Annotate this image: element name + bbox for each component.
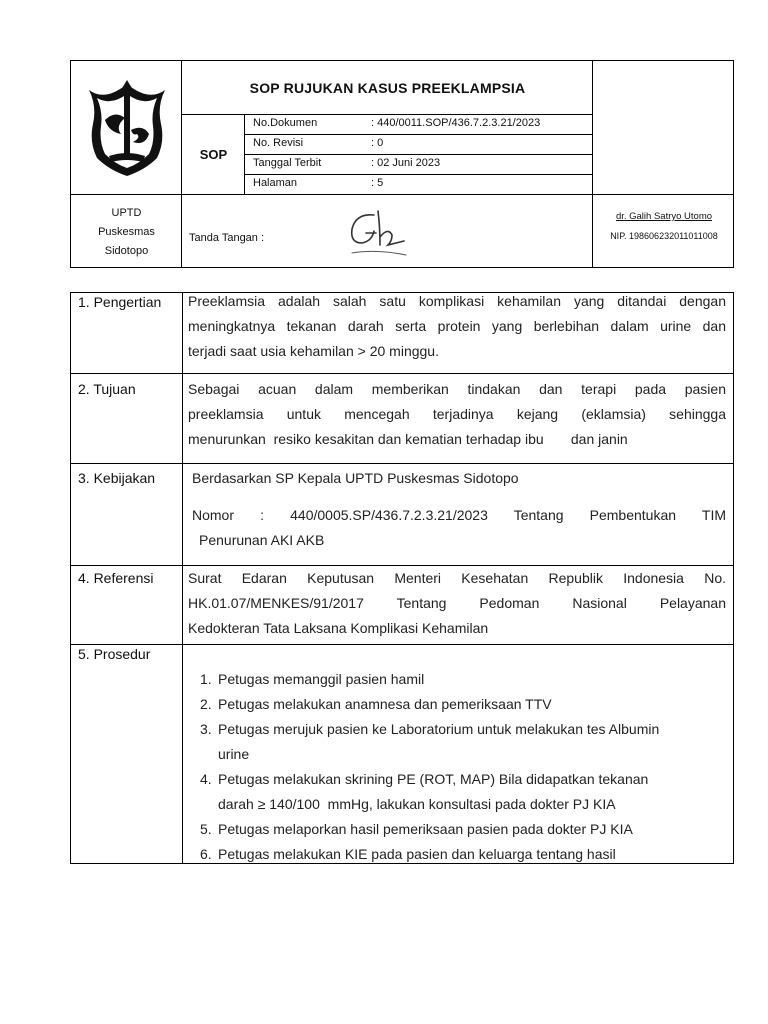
- pengertian-line: Preeklamsia adalah salah satu komplikasi kehamilan yang ditandai dengan: [188, 293, 726, 309]
- unit-name: [71, 195, 182, 269]
- meta-key: No. Revisi: [253, 137, 304, 149]
- referensi-line: HK.01.07/MENKES/91/2017 Tentang Pedoman Nasional Pelayanan: [188, 595, 726, 611]
- step-line: Petugas merujuk pasien ke Laboratorium untuk melakukan tes Albumin: [218, 721, 660, 737]
- table-divider: [182, 293, 183, 863]
- meta-value: : 5: [371, 177, 384, 189]
- unit-line: Puskesmas: [98, 225, 155, 238]
- unit-line: Sidotopo: [104, 244, 149, 257]
- pengertian-line: meningkatnya tekanan darah serta protein yang berlebihan dalam urine dan: [188, 318, 726, 334]
- step-number: 6.: [200, 846, 212, 862]
- meta-row-revisi: [245, 134, 593, 154]
- kebijakan-line: Berdasarkan SP Kepala UPTD Puskesmas Sidotopo: [192, 470, 519, 486]
- list-item: [200, 767, 725, 817]
- step-line: Petugas melakukan KIE pada pasien dan keluarga tentang hasil: [218, 846, 616, 862]
- surabaya-crest-logo: [85, 76, 169, 180]
- section-label-kebijakan: 3. Kebijakan: [78, 470, 156, 486]
- pengertian-line: terjadi saat usia kehamilan > 20 minggu.: [188, 343, 439, 359]
- table-divider: [71, 644, 733, 645]
- handwritten-signature: [346, 207, 408, 261]
- step-number: 5.: [200, 821, 212, 837]
- meta-row-halaman: [245, 174, 593, 194]
- step-line: darah ≥ 140/100 mmHg, lakukan konsultasi pada dokter PJ KIA: [218, 796, 616, 812]
- meta-row-nodokumen: [245, 114, 593, 134]
- document-title: SOP RUJUKAN KASUS PREEKLAMPSIA: [249, 79, 526, 96]
- step-line: Petugas melaporkan hasil pemeriksaan pasien pada dokter PJ KIA: [218, 821, 633, 837]
- tujuan-line: menurunkan resiko kesakitan dan kematian terhadap ibu dan janin: [188, 431, 628, 447]
- table-divider: [71, 463, 733, 464]
- doctor-nip: NIP. 198606232011011008: [610, 231, 718, 241]
- meta-key: Tanggal Terbit: [253, 157, 322, 169]
- step-number: 4.: [200, 771, 212, 787]
- doctor-name: dr. Galih Satryo Utomo: [615, 211, 713, 222]
- table-divider: [71, 373, 733, 374]
- signature-label: Tanda Tangan :: [189, 232, 265, 244]
- step-number: 2.: [200, 696, 212, 712]
- referensi-line: Kedokteran Tata Laksana Komplikasi Kehamilan: [188, 620, 489, 636]
- sop-content-table: [70, 292, 734, 864]
- kebijakan-line: Penurunan AKI AKB: [199, 532, 325, 548]
- list-item: [200, 717, 725, 767]
- tujuan-line: preeklamsia untuk mencegah terjadinya kejang (eklamsia) sehingga: [188, 406, 726, 422]
- step-line: Petugas melakukan skrining PE (ROT, MAP) Bila didapatkan tekanan: [218, 771, 649, 787]
- meta-row-tanggal: [245, 154, 593, 174]
- step-line: Petugas memanggil pasien hamil: [218, 671, 425, 687]
- meta-value: : 440/0011.SOP/436.7.2.3.21/2023: [371, 117, 541, 129]
- list-item: [200, 692, 725, 717]
- meta-key: No.Dokumen: [253, 117, 318, 129]
- list-item: [200, 667, 725, 692]
- list-item: [200, 817, 725, 842]
- section-label-referensi: 4. Referensi: [78, 570, 154, 586]
- meta-key: Halaman: [253, 177, 298, 189]
- section-label-tujuan: 2. Tujuan: [78, 381, 136, 397]
- section-label-prosedur: 5. Prosedur: [78, 646, 151, 662]
- logo-cell: [71, 61, 182, 195]
- prosedur-steps: [200, 667, 725, 867]
- sop-label: SOP: [199, 147, 228, 162]
- kebijakan-line: Nomor : 440/0005.SP/436.7.2.3.21/2023 Tentang Pembentukan TIM: [192, 507, 726, 523]
- list-item: [200, 842, 725, 867]
- meta-value: : 02 Juni 2023: [371, 157, 441, 169]
- document-header: [70, 60, 734, 268]
- referensi-line: Surat Edaran Keputusan Menteri Kesehatan Republik Indonesia No.: [188, 570, 726, 586]
- step-number: 3.: [200, 721, 212, 737]
- section-label-pengertian: 1. Pengertian: [78, 294, 162, 310]
- meta-value: : 0: [371, 137, 384, 149]
- step-line: Petugas melakukan anamnesa dan pemeriksaan TTV: [218, 696, 552, 712]
- unit-line: UPTD: [111, 206, 142, 219]
- tujuan-line: Sebagai acuan dalam memberikan tindakan dan terapi pada pasien: [188, 381, 726, 397]
- step-line: urine: [218, 746, 250, 762]
- step-number: 1.: [200, 671, 212, 687]
